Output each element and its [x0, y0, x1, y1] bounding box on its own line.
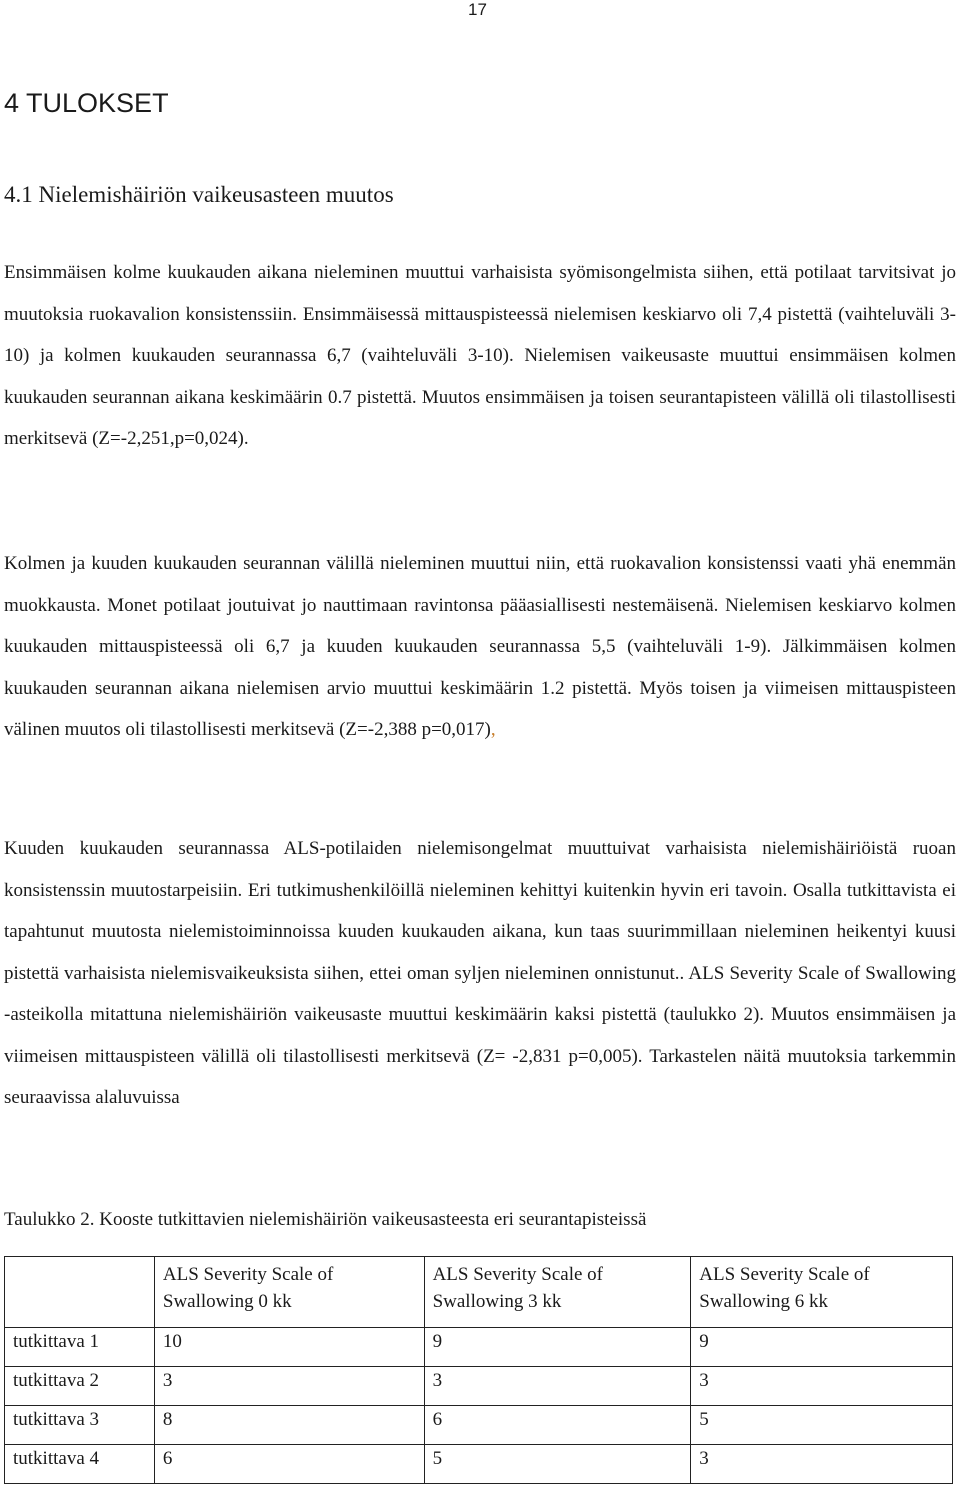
table-row: [5, 1367, 953, 1406]
cell-6kk: 9: [691, 1328, 953, 1367]
table-row: [5, 1445, 953, 1484]
paragraph-1: Ensimmäisen kolme kuukauden aikana nieleminen muuttui varhaisista syömisongelmista siihen, että potilaat tarvitsivat jo muutoksia ruokavalion konsistenssiin. Ensimmäisessä mittauspisteessä nielemisen keskiarvo oli 7,4 pistettä (vaihteluväli 3-10) ja kolmen kuukauden seurannassa 6,7 (vaihteluväli 3-10). Nielemisen vaikeusaste muuttui ensimmäisen kolmen kuukauden seurannan aikana keskimäärin 0.7 pistettä. Muutos ensimmäisen ja toisen seurantapisteen välillä oli tilastollisesti merkitsevä (Z=-2,251,p=0,024).: [4, 262, 956, 449]
table-row: [5, 1328, 953, 1367]
header-cell-empty: [5, 1257, 155, 1328]
cell-3kk: 3: [424, 1367, 691, 1406]
section-title: 4.1 Nielemishäiriön vaikeusasteen muutos: [4, 182, 394, 207]
cell-0kk: 3: [154, 1367, 424, 1406]
cell-6kk: 3: [691, 1445, 953, 1484]
cell-3kk: 9: [424, 1328, 691, 1367]
header-cell-6kk: ALS Severity Scale of Swallowing 6 kk: [691, 1257, 953, 1328]
header-cell-0kk: ALS Severity Scale of Swallowing 0 kk: [154, 1257, 424, 1328]
paragraph-3: Kuuden kuukauden seurannassa ALS-potilaiden nielemisongelmat muuttuivat varhaisista nielemishäiriöistä ruoan konsistenssin muutostarpeisiin. Eri tutkimushenkilöillä nieleminen kehittyi kuitenkin hyvin eri tavoin. Osalla tutkittavista ei tapahtunut muutosta nielemistoiminnoissa kuuden kuukauden aikana, kun taas suurimmillaan nieleminen heikentyi kuusi pistettä varhaisista nielemisvaikeuksista siihen, ettei oman syljen nieleminen onnistunut.. ALS Severity Scale of Swallowing -asteikolla mitattuna nielemishäiriön vaikeusaste muuttui keskimäärin kaksi pistettä (taulukko 2). Muutos ensimmäisen ja viimeisen mittauspisteen välillä oli tilastollisesti merkitsevä (Z= -2,831 p=0,005). Tarkastelen näitä muutoksia tarkemmin seuraavissa alaluvuissa: [4, 838, 956, 1108]
table-row: [5, 1406, 953, 1445]
row-label: tutkittava 1: [5, 1328, 155, 1367]
table-caption: Taulukko 2. Kooste tutkittavien nielemishäiriön vaikeusasteesta eri seurantapisteissä: [4, 1209, 647, 1230]
row-label: tutkittava 3: [5, 1406, 155, 1445]
header-cell-3kk: ALS Severity Scale of Swallowing 3 kk: [424, 1257, 691, 1328]
paragraph-2-text: Kolmen ja kuuden kuukauden seurannan välillä nieleminen muuttui niin, että ruokavalion konsistenssi vaati yhä enemmän muokkausta. Monet potilaat joutuivat jo nauttimaan ravintonsa pääasiallisesti nestemäisenä. Nielemisen keskiarvo kolmen kuukauden mittauspisteessä oli 6,7 ja kuuden kuukauden seurannassa 5,5 (vaihteluväli 1-9). Jälkimmäisen kolmen kuukauden seurannan aikana nielemisen arvio muuttui keskimäärin 1.2 pistettä. Myös toisen ja viimeisen mittauspisteen välinen muutos oli tilastollisesti merkitsevä (Z=-2,388 p=0,017): [4, 553, 956, 740]
page-number: 17: [468, 0, 487, 19]
table-header-row: [5, 1257, 953, 1328]
cell-6kk: 3: [691, 1367, 953, 1406]
cell-3kk: 5: [424, 1445, 691, 1484]
cell-6kk: 5: [691, 1406, 953, 1445]
chapter-title: 4 TULOKSET: [4, 88, 169, 118]
cell-3kk: 6: [424, 1406, 691, 1445]
cell-0kk: 6: [154, 1445, 424, 1484]
results-table: [4, 1256, 953, 1484]
cell-0kk: 8: [154, 1406, 424, 1445]
cell-0kk: 10: [154, 1328, 424, 1367]
row-label: tutkittava 4: [5, 1445, 155, 1484]
paragraph-2: [4, 543, 956, 751]
paragraph-2-trailing-comma: ,: [490, 719, 496, 740]
row-label: tutkittava 2: [5, 1367, 155, 1406]
